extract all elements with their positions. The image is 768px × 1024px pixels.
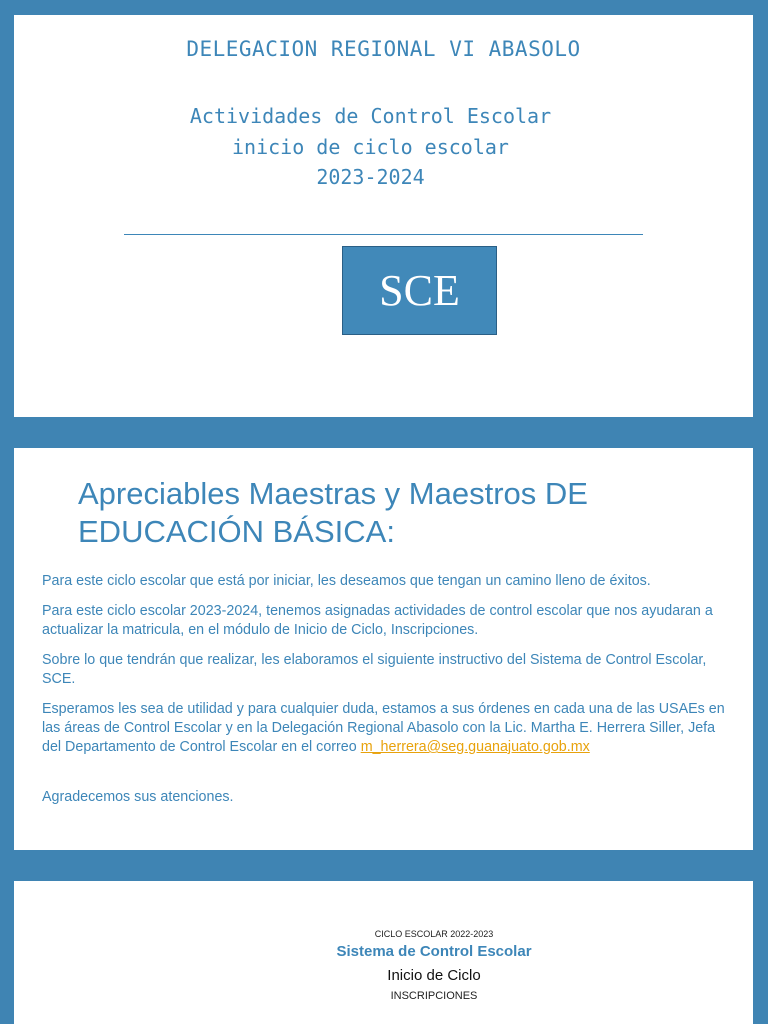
paragraph-1: Para este ciclo escolar que está por iniciar, les deseamos que tengan un camino lleno de éxitos.: [42, 573, 651, 589]
delegation-title: DELEGACION REGIONAL VI ABASOLO: [186, 37, 581, 61]
sce-logo-box: SCE: [342, 246, 497, 335]
greeting-heading: Apreciables Maestras y Maestros DE EDUCACIÓN BÁSICA:: [78, 476, 588, 549]
title-slide: [14, 15, 753, 417]
subtitle-line-3: 2023-2024: [316, 165, 425, 189]
paragraph-3: Sobre lo que tendrán que realizar, les elaboramos el siguiente instructivo del Sistema de Control Escolar, SCE.: [42, 652, 707, 687]
cover-slide: [14, 881, 753, 1024]
message-slide: [14, 448, 753, 850]
paragraph-4: [42, 700, 732, 757]
divider-line: [124, 234, 643, 235]
paragraph-2: Para este ciclo escolar 2023-2024, tenemos asignadas actividades de control escolar que nos ayudaran a actualizar la matricula, en el módulo de Inicio de Ciclo, Inscripciones.: [42, 603, 713, 638]
inscripciones-label: INSCRIPCIONES: [390, 990, 478, 1002]
subtitle-line-2: inicio de ciclo escolar: [232, 135, 509, 159]
email-link[interactable]: m_herrera@seg.guanajuato.gob.mx: [360, 739, 590, 755]
inicio-de-ciclo-label: Inicio de Ciclo: [387, 967, 481, 984]
sistema-title: Sistema de Control Escolar: [336, 943, 532, 960]
subtitle-line-1: Actividades de Control Escolar: [189, 104, 552, 128]
paragraph-4-text: Esperamos les sea de utilidad y para cualquier duda, estamos a sus órdenes en cada una de las USAEs en las áreas de Control Escolar y en la Delegación Regional Abasolo con la Lic. Martha E. Herrera Siller, Jefa del Departamento de Control Escolar en el correo: [42, 701, 725, 755]
paragraph-5: Agradecemos sus atenciones.: [42, 789, 234, 805]
ciclo-escolar-label: CICLO ESCOLAR 2022-2023: [374, 929, 494, 939]
